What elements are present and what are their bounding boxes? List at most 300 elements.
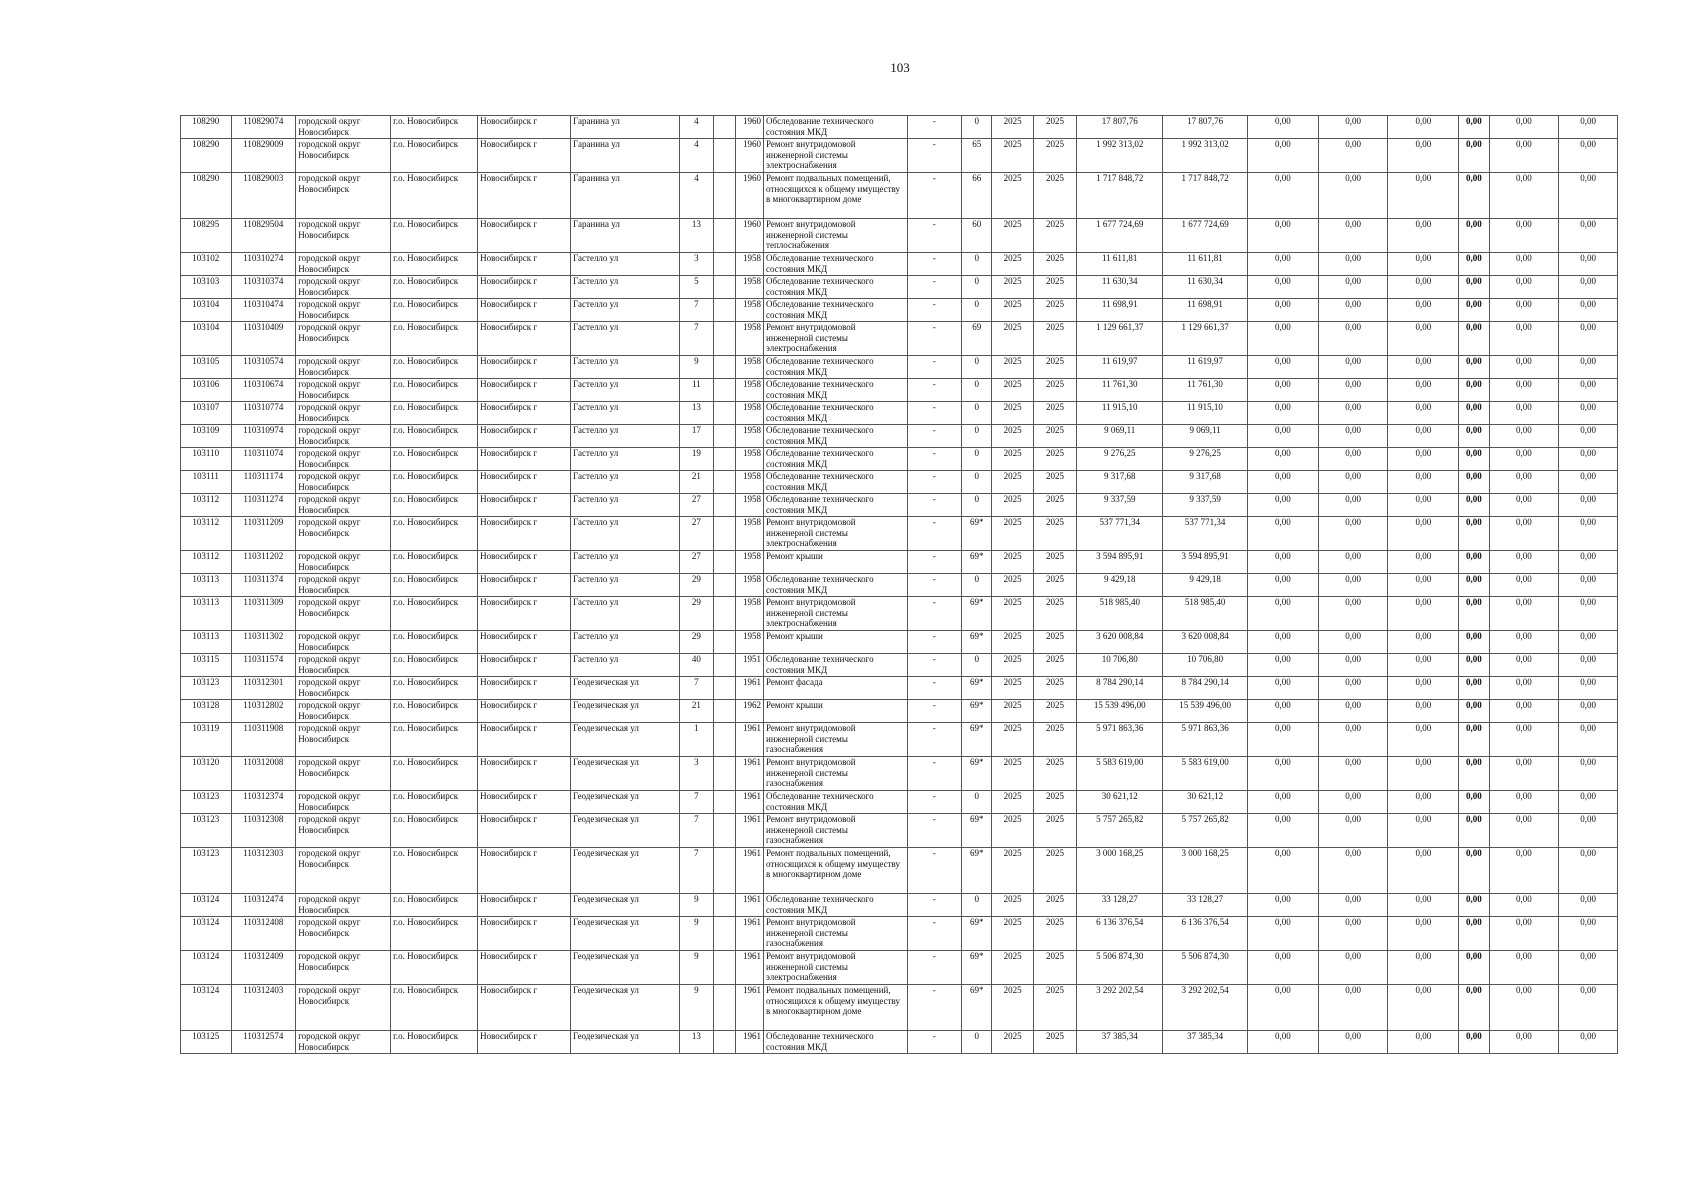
cell-cost-federal: 0,00: [1248, 631, 1319, 654]
cell-plan-year-start: 2025: [992, 1031, 1033, 1054]
cell-cost-regional: 0,00: [1318, 951, 1388, 985]
cell-plan-year-end: 2025: [1033, 471, 1076, 494]
cell-building: [713, 494, 735, 517]
cell-plan-year-end: 2025: [1033, 631, 1076, 654]
cell-district: г.о. Новосибирск: [391, 654, 478, 677]
cell-reg-id: 103104: [181, 322, 232, 356]
cell-reg-id: 103124: [181, 894, 232, 917]
cell-object-id: 110829504: [231, 219, 296, 253]
table-row: [181, 299, 1618, 322]
cell-total-cost: 5 583 619,00: [1077, 757, 1163, 791]
cell-cost-federal: 0,00: [1248, 173, 1319, 219]
cell-city: Новосибирск г: [478, 814, 571, 848]
cell-cost-federal: 0,00: [1248, 951, 1319, 985]
table-row: [181, 379, 1618, 402]
cell-object-id: 110311309: [231, 597, 296, 631]
cell-cost-other: 0,00: [1459, 894, 1489, 917]
cell-city: Новосибирск г: [478, 848, 571, 894]
cell-cost-extra: 0,00: [1559, 494, 1618, 517]
cell-building: [713, 631, 735, 654]
cell-building: [713, 1031, 735, 1054]
cell-city: Новосибирск г: [478, 471, 571, 494]
cell-year-built: 1958: [735, 299, 763, 322]
cell-cost-fund: 30 621,12: [1163, 791, 1248, 814]
cell-work-type: Обследование технического состояния МКД: [764, 574, 907, 597]
cell-reg-id: 103125: [181, 1031, 232, 1054]
cell-object-id: 110310409: [231, 322, 296, 356]
table-row: [181, 985, 1618, 1031]
cell-house-number: 7: [680, 677, 713, 700]
table-row: [181, 894, 1618, 917]
cell-cost-extra: 0,00: [1559, 723, 1618, 757]
cell-cost-fund: 1 992 313,02: [1163, 139, 1248, 173]
cell-municipality: городской округ Новосибирск: [296, 116, 391, 139]
cell-cost-local: 0,00: [1388, 253, 1459, 276]
cell-house-number: 9: [680, 985, 713, 1031]
cell-house-number: 4: [680, 139, 713, 173]
cell-cost-extra: 0,00: [1559, 379, 1618, 402]
cell-cost-fund: 537 771,34: [1163, 517, 1248, 551]
cell-plan-year-end: 2025: [1033, 700, 1076, 723]
cell-cost-other: 0,00: [1459, 471, 1489, 494]
cell-cost-fund: 6 136 376,54: [1163, 917, 1248, 951]
cell-plan-year-end: 2025: [1033, 276, 1076, 299]
table-row: [181, 848, 1618, 894]
cell-house-number: 3: [680, 757, 713, 791]
cell-district: г.о. Новосибирск: [391, 814, 478, 848]
cell-total-cost: 11 619,97: [1077, 356, 1163, 379]
cell-district: г.о. Новосибирск: [391, 757, 478, 791]
cell-cost-other: 0,00: [1459, 276, 1489, 299]
cell-work-type: Обследование технического состояния МКД: [764, 791, 907, 814]
cell-plan-year-end: 2025: [1033, 723, 1076, 757]
cell-district: г.о. Новосибирск: [391, 448, 478, 471]
cell-building: [713, 574, 735, 597]
cell-house-number: 21: [680, 471, 713, 494]
cell-total-cost: 9 337,59: [1077, 494, 1163, 517]
cell-plan-year-end: 2025: [1033, 574, 1076, 597]
cell-district: г.о. Новосибирск: [391, 894, 478, 917]
cell-municipality: городской округ Новосибирск: [296, 757, 391, 791]
cell-cost-extra: 0,00: [1559, 471, 1618, 494]
cell-city: Новосибирск г: [478, 723, 571, 757]
cell-cost-regional: 0,00: [1318, 574, 1388, 597]
cell-reg-id: 103105: [181, 356, 232, 379]
cell-cost-other: 0,00: [1459, 848, 1489, 894]
cell-total-cost: 11 698,91: [1077, 299, 1163, 322]
cell-house-number: 21: [680, 700, 713, 723]
cell-plan-year-start: 2025: [992, 700, 1033, 723]
cell-object-id: 110311302: [231, 631, 296, 654]
cell-cost-owners: 0,00: [1489, 299, 1559, 322]
cell-district: г.о. Новосибирск: [391, 356, 478, 379]
cell-reg-id: 103120: [181, 757, 232, 791]
cell-cost-fund: 9 069,11: [1163, 425, 1248, 448]
cell-reg-id: 103112: [181, 551, 232, 574]
cell-cost-owners: 0,00: [1489, 448, 1559, 471]
cell-municipality: городской округ Новосибирск: [296, 574, 391, 597]
cell-cost-owners: 0,00: [1489, 917, 1559, 951]
table-row: [181, 276, 1618, 299]
cell-cost-other: 0,00: [1459, 551, 1489, 574]
cell-city: Новосибирск г: [478, 700, 571, 723]
cell-city: Новосибирск г: [478, 894, 571, 917]
cell-cost-extra: 0,00: [1559, 917, 1618, 951]
cell-cost-fund: 10 706,80: [1163, 654, 1248, 677]
cell-cost-fund: 518 985,40: [1163, 597, 1248, 631]
cell-district: г.о. Новосибирск: [391, 517, 478, 551]
cell-street: Геодезическая ул: [571, 723, 680, 757]
cell-dash: -: [907, 219, 962, 253]
cell-cost-owners: 0,00: [1489, 551, 1559, 574]
cell-municipality: городской округ Новосибирск: [296, 1031, 391, 1054]
cell-city: Новосибирск г: [478, 356, 571, 379]
cell-cost-other: 0,00: [1459, 448, 1489, 471]
cell-object-id: 110310774: [231, 402, 296, 425]
cell-dash: -: [907, 299, 962, 322]
cell-work-type: Обследование технического состояния МКД: [764, 116, 907, 139]
cell-dash: -: [907, 471, 962, 494]
cell-cost-other: 0,00: [1459, 402, 1489, 425]
cell-city: Новосибирск г: [478, 517, 571, 551]
cell-district: г.о. Новосибирск: [391, 276, 478, 299]
cell-municipality: городской округ Новосибирск: [296, 471, 391, 494]
cell-total-cost: 3 000 168,25: [1077, 848, 1163, 894]
cell-dash: -: [907, 551, 962, 574]
cell-cost-local: 0,00: [1388, 814, 1459, 848]
cell-house-number: 9: [680, 356, 713, 379]
cell-cost-extra: 0,00: [1559, 322, 1618, 356]
cell-plan-year-end: 2025: [1033, 253, 1076, 276]
cell-cost-owners: 0,00: [1489, 276, 1559, 299]
cell-year-built: 1958: [735, 574, 763, 597]
cell-street: Гастелло ул: [571, 356, 680, 379]
cell-building: [713, 700, 735, 723]
cell-dash: -: [907, 276, 962, 299]
cell-district: г.о. Новосибирск: [391, 574, 478, 597]
cell-reg-id: 108290: [181, 139, 232, 173]
cell-municipality: городской округ Новосибирск: [296, 356, 391, 379]
cell-cost-owners: 0,00: [1489, 677, 1559, 700]
cell-cost-extra: 0,00: [1559, 791, 1618, 814]
cell-total-cost: 1 129 661,37: [1077, 322, 1163, 356]
cell-street: Геодезическая ул: [571, 917, 680, 951]
cell-wear-percent: 69*: [962, 517, 992, 551]
cell-plan-year-end: 2025: [1033, 494, 1076, 517]
cell-wear-percent: 0: [962, 574, 992, 597]
cell-house-number: 27: [680, 494, 713, 517]
cell-plan-year-start: 2025: [992, 951, 1033, 985]
cell-work-type: Ремонт крыши: [764, 551, 907, 574]
cell-cost-owners: 0,00: [1489, 848, 1559, 894]
cell-year-built: 1958: [735, 551, 763, 574]
cell-cost-fund: 1 717 848,72: [1163, 173, 1248, 219]
cell-cost-owners: 0,00: [1489, 1031, 1559, 1054]
cell-work-type: Ремонт внутридомовой инженерной системы электроснабжения: [764, 517, 907, 551]
cell-cost-owners: 0,00: [1489, 654, 1559, 677]
cell-cost-local: 0,00: [1388, 116, 1459, 139]
cell-municipality: городской округ Новосибирск: [296, 917, 391, 951]
cell-object-id: 110312403: [231, 985, 296, 1031]
cell-municipality: городской округ Новосибирск: [296, 814, 391, 848]
cell-cost-regional: 0,00: [1318, 814, 1388, 848]
cell-cost-regional: 0,00: [1318, 425, 1388, 448]
cell-total-cost: 11 915,10: [1077, 402, 1163, 425]
cell-plan-year-start: 2025: [992, 173, 1033, 219]
table-row: [181, 1031, 1618, 1054]
cell-cost-extra: 0,00: [1559, 574, 1618, 597]
cell-year-built: 1958: [735, 253, 763, 276]
cell-total-cost: 5 757 265,82: [1077, 814, 1163, 848]
cell-municipality: городской округ Новосибирск: [296, 379, 391, 402]
cell-cost-other: 0,00: [1459, 631, 1489, 654]
cell-building: [713, 894, 735, 917]
cell-object-id: 110312303: [231, 848, 296, 894]
cell-house-number: 3: [680, 253, 713, 276]
cell-total-cost: 17 807,76: [1077, 116, 1163, 139]
table-row: [181, 402, 1618, 425]
cell-object-id: 110312408: [231, 917, 296, 951]
cell-cost-fund: 11 761,30: [1163, 379, 1248, 402]
cell-total-cost: 8 784 290,14: [1077, 677, 1163, 700]
cell-city: Новосибирск г: [478, 791, 571, 814]
cell-total-cost: 30 621,12: [1077, 791, 1163, 814]
cell-object-id: 110312409: [231, 951, 296, 985]
cell-cost-local: 0,00: [1388, 1031, 1459, 1054]
cell-wear-percent: 65: [962, 139, 992, 173]
cell-plan-year-start: 2025: [992, 322, 1033, 356]
cell-cost-federal: 0,00: [1248, 116, 1319, 139]
cell-city: Новосибирск г: [478, 402, 571, 425]
cell-cost-owners: 0,00: [1489, 494, 1559, 517]
cell-dash: -: [907, 848, 962, 894]
cell-cost-other: 0,00: [1459, 654, 1489, 677]
cell-object-id: 110311209: [231, 517, 296, 551]
cell-cost-local: 0,00: [1388, 379, 1459, 402]
cell-cost-regional: 0,00: [1318, 985, 1388, 1031]
cell-cost-regional: 0,00: [1318, 1031, 1388, 1054]
cell-reg-id: 103113: [181, 574, 232, 597]
cell-building: [713, 299, 735, 322]
cell-municipality: городской округ Новосибирск: [296, 402, 391, 425]
cell-district: г.о. Новосибирск: [391, 677, 478, 700]
cell-wear-percent: 0: [962, 425, 992, 448]
table-row: [181, 116, 1618, 139]
cell-cost-local: 0,00: [1388, 356, 1459, 379]
cell-dash: -: [907, 253, 962, 276]
cell-dash: -: [907, 139, 962, 173]
cell-dash: -: [907, 494, 962, 517]
cell-municipality: городской округ Новосибирск: [296, 631, 391, 654]
cell-plan-year-start: 2025: [992, 276, 1033, 299]
cell-district: г.о. Новосибирск: [391, 379, 478, 402]
cell-cost-local: 0,00: [1388, 917, 1459, 951]
cell-cost-other: 0,00: [1459, 139, 1489, 173]
cell-plan-year-start: 2025: [992, 814, 1033, 848]
cell-wear-percent: 69: [962, 322, 992, 356]
cell-cost-fund: 5 506 874,30: [1163, 951, 1248, 985]
cell-dash: -: [907, 574, 962, 597]
cell-building: [713, 322, 735, 356]
cell-dash: -: [907, 379, 962, 402]
cell-municipality: городской округ Новосибирск: [296, 322, 391, 356]
cell-reg-id: 103115: [181, 654, 232, 677]
cell-reg-id: 103112: [181, 517, 232, 551]
cell-cost-local: 0,00: [1388, 139, 1459, 173]
cell-work-type: Обследование технического состояния МКД: [764, 402, 907, 425]
cell-cost-local: 0,00: [1388, 517, 1459, 551]
cell-year-built: 1960: [735, 116, 763, 139]
cell-city: Новосибирск г: [478, 276, 571, 299]
cell-cost-federal: 0,00: [1248, 894, 1319, 917]
cell-cost-regional: 0,00: [1318, 677, 1388, 700]
cell-cost-fund: 3 594 895,91: [1163, 551, 1248, 574]
cell-house-number: 11: [680, 379, 713, 402]
table-row: [181, 631, 1618, 654]
cell-city: Новосибирск г: [478, 574, 571, 597]
cell-work-type: Обследование технического состояния МКД: [764, 356, 907, 379]
cell-street: Гастелло ул: [571, 253, 680, 276]
cell-cost-local: 0,00: [1388, 276, 1459, 299]
cell-cost-extra: 0,00: [1559, 448, 1618, 471]
cell-plan-year-end: 2025: [1033, 985, 1076, 1031]
cell-year-built: 1958: [735, 356, 763, 379]
cell-cost-local: 0,00: [1388, 848, 1459, 894]
cell-house-number: 7: [680, 791, 713, 814]
cell-building: [713, 985, 735, 1031]
cell-cost-owners: 0,00: [1489, 814, 1559, 848]
cell-plan-year-start: 2025: [992, 574, 1033, 597]
page-number: 103: [890, 60, 910, 75]
cell-cost-local: 0,00: [1388, 322, 1459, 356]
cell-cost-other: 0,00: [1459, 574, 1489, 597]
cell-reg-id: 103113: [181, 597, 232, 631]
cell-cost-owners: 0,00: [1489, 951, 1559, 985]
cell-cost-extra: 0,00: [1559, 356, 1618, 379]
cell-municipality: городской округ Новосибирск: [296, 173, 391, 219]
cell-dash: -: [907, 985, 962, 1031]
cell-cost-federal: 0,00: [1248, 551, 1319, 574]
table-row: [181, 917, 1618, 951]
cell-plan-year-end: 2025: [1033, 1031, 1076, 1054]
cell-work-type: Ремонт внутридомовой инженерной системы газоснабжения: [764, 757, 907, 791]
cell-street: Гастелло ул: [571, 276, 680, 299]
cell-total-cost: 11 611,81: [1077, 253, 1163, 276]
cell-cost-local: 0,00: [1388, 494, 1459, 517]
cell-dash: -: [907, 597, 962, 631]
table-body: [181, 116, 1618, 1054]
cell-plan-year-end: 2025: [1033, 654, 1076, 677]
cell-house-number: 9: [680, 894, 713, 917]
cell-plan-year-start: 2025: [992, 848, 1033, 894]
cell-city: Новосибирск г: [478, 951, 571, 985]
cell-wear-percent: 69*: [962, 848, 992, 894]
cell-cost-federal: 0,00: [1248, 322, 1319, 356]
cell-city: Новосибирск г: [478, 219, 571, 253]
cell-cost-federal: 0,00: [1248, 139, 1319, 173]
cell-cost-extra: 0,00: [1559, 219, 1618, 253]
cell-cost-fund: 11 611,81: [1163, 253, 1248, 276]
cell-city: Новосибирск г: [478, 677, 571, 700]
cell-wear-percent: 0: [962, 253, 992, 276]
cell-municipality: городской округ Новосибирск: [296, 448, 391, 471]
cell-work-type: Ремонт подвальных помещений, относящихся к общему имуществу в многоквартирном доме: [764, 848, 907, 894]
cell-cost-owners: 0,00: [1489, 139, 1559, 173]
cell-cost-extra: 0,00: [1559, 139, 1618, 173]
table-row: [181, 791, 1618, 814]
cell-cost-local: 0,00: [1388, 597, 1459, 631]
cell-cost-other: 0,00: [1459, 757, 1489, 791]
cell-plan-year-start: 2025: [992, 517, 1033, 551]
cell-street: Гастелло ул: [571, 517, 680, 551]
cell-object-id: 110829003: [231, 173, 296, 219]
cell-district: г.о. Новосибирск: [391, 139, 478, 173]
cell-cost-federal: 0,00: [1248, 379, 1319, 402]
cell-cost-extra: 0,00: [1559, 517, 1618, 551]
cell-wear-percent: 69*: [962, 814, 992, 848]
cell-city: Новосибирск г: [478, 253, 571, 276]
cell-work-type: Обследование технического состояния МКД: [764, 894, 907, 917]
cell-city: Новосибирск г: [478, 917, 571, 951]
cell-municipality: городской округ Новосибирск: [296, 253, 391, 276]
cell-building: [713, 814, 735, 848]
cell-cost-local: 0,00: [1388, 951, 1459, 985]
cell-plan-year-end: 2025: [1033, 299, 1076, 322]
cell-object-id: 110310574: [231, 356, 296, 379]
cell-cost-local: 0,00: [1388, 402, 1459, 425]
cell-work-type: Ремонт крыши: [764, 700, 907, 723]
cell-cost-regional: 0,00: [1318, 448, 1388, 471]
table-row: [181, 700, 1618, 723]
cell-work-type: Обследование технического состояния МКД: [764, 471, 907, 494]
cell-district: г.о. Новосибирск: [391, 173, 478, 219]
cell-year-built: 1958: [735, 597, 763, 631]
cell-cost-regional: 0,00: [1318, 551, 1388, 574]
cell-city: Новосибирск г: [478, 322, 571, 356]
cell-cost-owners: 0,00: [1489, 173, 1559, 219]
cell-work-type: Ремонт внутридомовой инженерной системы теплоснабжения: [764, 219, 907, 253]
cell-dash: -: [907, 322, 962, 356]
cell-object-id: 110312308: [231, 814, 296, 848]
cell-plan-year-end: 2025: [1033, 116, 1076, 139]
cell-cost-other: 0,00: [1459, 985, 1489, 1031]
cell-building: [713, 791, 735, 814]
cell-work-type: Ремонт крыши: [764, 631, 907, 654]
cell-city: Новосибирск г: [478, 551, 571, 574]
cell-cost-regional: 0,00: [1318, 894, 1388, 917]
cell-cost-extra: 0,00: [1559, 677, 1618, 700]
cell-building: [713, 276, 735, 299]
cell-cost-regional: 0,00: [1318, 173, 1388, 219]
cell-city: Новосибирск г: [478, 631, 571, 654]
cell-work-type: Ремонт внутридомовой инженерной системы газоснабжения: [764, 814, 907, 848]
cell-street: Гастелло ул: [571, 654, 680, 677]
cell-cost-regional: 0,00: [1318, 631, 1388, 654]
cell-cost-other: 0,00: [1459, 597, 1489, 631]
cell-object-id: 110310974: [231, 425, 296, 448]
cell-cost-extra: 0,00: [1559, 276, 1618, 299]
cell-wear-percent: 69*: [962, 723, 992, 757]
cell-dash: -: [907, 425, 962, 448]
cell-plan-year-end: 2025: [1033, 551, 1076, 574]
table-row: [181, 139, 1618, 173]
cell-district: г.о. Новосибирск: [391, 219, 478, 253]
cell-street: Гастелло ул: [571, 402, 680, 425]
cell-municipality: городской округ Новосибирск: [296, 723, 391, 757]
cell-cost-extra: 0,00: [1559, 654, 1618, 677]
cell-house-number: 7: [680, 299, 713, 322]
cell-year-built: 1960: [735, 173, 763, 219]
